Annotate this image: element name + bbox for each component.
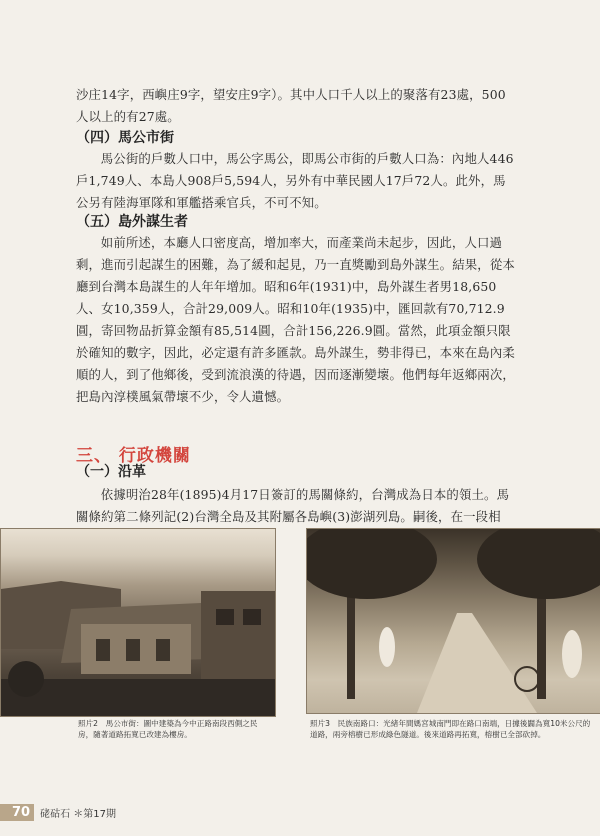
section-5-text: 如前所述，本廳人口密度高，增加率大，而產業尚未起步，因此，人口過剩，進而引起謀生的困難，為了緩和起見，乃一直獎勵到島外謀生。結果，從本廳到台灣本島謀生的人年年增加。昭和6年(1931)中，島外謀生者男18,650人、女10,359人，合計29,009人。昭和10年(1935)中，匯回款有70,712.9圓，寄回物品折算金額有85,514圓，合計156,226.9圓。當然，此項金額只限於確知的數字，因此，必定還有許多匯款。島外謀生，勢非得已，本來在島內柔順的人，到了他鄉後，受到流浪漢的待遇，因而逐漸變壞。他們每年返鄉兩次，把島內淳樸風氣帶壞不少，令人遺憾。	[76, 235, 515, 404]
section-1-body	[76, 484, 516, 528]
photo-2-caption: 照片2 馬公市街：圖中建築為今中正路南段西側之民房，隨著道路拓寬已改建為樓房。	[78, 719, 258, 739]
photo-3-tree-road	[306, 528, 600, 714]
section-5	[76, 212, 516, 232]
intro-line-1: 沙庄14字，西嶼庄9字，望安庄9字）。其中人口千人以上的聚落有23處，500	[76, 87, 506, 102]
section-4-heading: （四）馬公市街	[76, 130, 174, 146]
section-1-heading: （一）沿革	[76, 464, 146, 480]
photo-3-illustration	[307, 529, 600, 713]
section-5-heading: （五）島外謀生者	[76, 214, 188, 230]
magazine-title: 硓𥑮石 ＊第17期	[40, 808, 116, 820]
page-number: 70	[0, 804, 34, 821]
photo-3-caption: 照片3 民族南路口：光緒年間媽宮城南門即在路口南端，日據後闢為寬10米公尺的道路，兩旁榕樹已形成綠色隧道。後來道路再拓寬，榕樹已全部砍掉。	[310, 719, 591, 739]
intro-line-2: 人以上的有27處。	[76, 109, 180, 124]
section-1	[76, 462, 516, 482]
intro-paragraph	[76, 84, 516, 128]
section-4-text: 馬公街的戶數人口中，馬公字馬公，即馬公市街的戶數人口為：內地人446戶1,749人、本島人908戶5,594人，另外有中華民國人17戶72人。此外，馬公另有陸海軍隊和軍艦搭乘官兵，不可不知。	[76, 151, 514, 210]
photo-2-street-buildings	[0, 528, 276, 717]
section-4	[76, 128, 516, 148]
page-footer	[0, 798, 600, 826]
section-3-heading: 三、 行政機關	[76, 446, 191, 466]
section-5-body	[76, 232, 516, 408]
section-4-body	[76, 148, 516, 214]
photo-2-illustration	[1, 529, 275, 716]
section-1-text: 依據明治28年(1895)4月17日簽訂的馬關條約，台灣成為日本的領土。馬關條約第二條列記(2)台灣全島及其附屬各島嶼(3)澎湖列島。嗣後，在一段相	[76, 487, 510, 524]
